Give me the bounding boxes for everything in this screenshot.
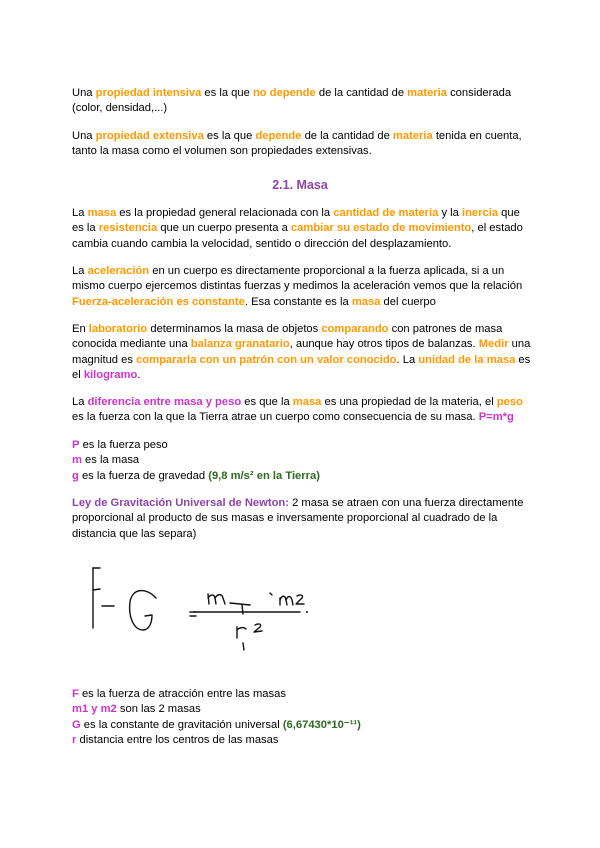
paragraph-extensive-property: Una propiedad extensiva es la que depende de la cantidad de materia tenida en cuenta, tanto la masa como el volumen son propiedades extensivas. (72, 130, 522, 158)
definition-line: g es la fuerza de gravedad (9,8 m/s² en la Tierra) (72, 469, 320, 482)
definition-line: m es la masa (72, 454, 140, 467)
highlight-term: materia (407, 87, 447, 99)
paragraph-laboratory: En laboratorio determinamos la masa de objetos comparando con patrones de masa conocida mediante una balanza granatario, aunque hay otros tipos de balanzas. Medir una magnitud es compararla con un patrón con un valor conocido. La unidad de la masa es el kilogramo. (72, 323, 531, 382)
definition-line: F es la fuerza de atracción entre las masas (72, 688, 286, 700)
paragraph-mass-vs-weight: La diferencia entre masa y peso es que la masa es una propiedad de la materia, el peso es la fuerza con la que la Tierra atrae un cuerpo como consecuencia de su masa. P=m*g (72, 396, 523, 424)
handwritten-gravitation-formula (80, 560, 320, 660)
definition-line: G es la constante de gravitación universal (6,67430*10⁻¹¹) (72, 718, 361, 731)
gravitation-definitions-list (72, 687, 532, 749)
highlight-term: no depende (252, 87, 316, 99)
highlight-term: propiedad intensiva (95, 87, 202, 99)
section-title: 2.1. Masa (272, 178, 328, 192)
paragraph-acceleration: La aceleración en un cuerpo es directamente proporcional a la fuerza aplicada, si a un mismo cuerpo ejercemos distintas fuerzas y medimos la aceleración vemos que la relación Fuerza-aceleración es constante. Esa constante es la masa del cuerpo (72, 265, 523, 308)
paragraph-intensive-property: Una propiedad intensiva es la que no depende de la cantidad de materia considerada (color, densidad,...) (72, 87, 512, 115)
highlight-term: propiedad extensiva (95, 130, 204, 142)
definition-line: P es la fuerza peso (72, 439, 168, 451)
paragraph-gravitation-law: Ley de Gravitación Universal de Newton: 2 masa se atraen con una fuerza directamente proporcional al producto de sus masas e inversamente proporcional al cuadrado de la distancia que las separa) (72, 497, 524, 540)
highlight-term: materia (392, 130, 433, 142)
paragraph-mass-definition: La masa es la propiedad general relacionada con la cantidad de materia y la inercia que es la resistencia que un cuerpo presenta a cambiar su estado de movimiento, el estado cambia cuando cambia la velocidad, sentido o dirección del desplazamiento. (72, 207, 523, 250)
definition-line: r distancia entre los centros de las masas (72, 734, 279, 747)
definition-line: m1 y m2 son las 2 masas (72, 703, 201, 716)
weight-definitions-list (72, 438, 532, 484)
highlight-term: depende (255, 130, 302, 142)
